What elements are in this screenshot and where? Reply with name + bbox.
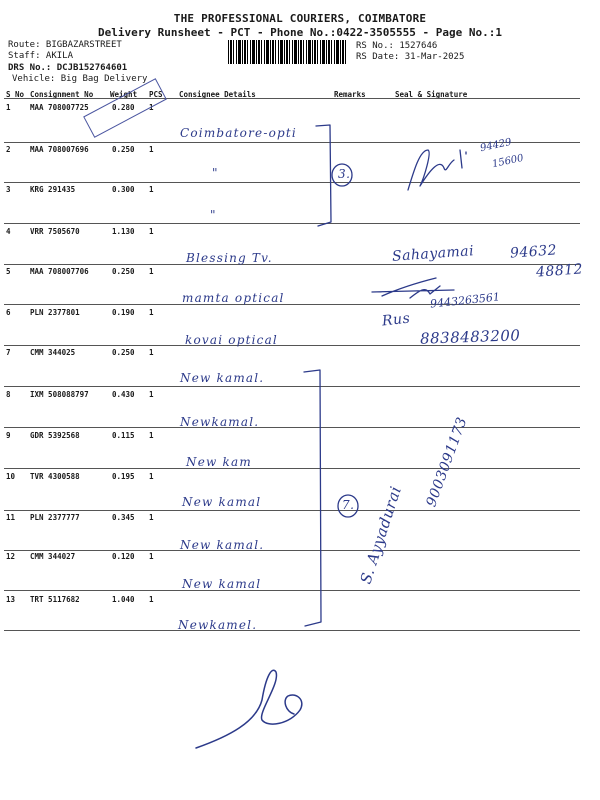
cell-sno: 1 xyxy=(6,103,11,112)
cell-pcs: 1 xyxy=(149,513,154,522)
hand-consignee-8: Newkamal. xyxy=(180,415,260,429)
cell-sno: 11 xyxy=(6,513,16,522)
hand-remark-seven: 7. xyxy=(342,498,355,512)
row-divider xyxy=(4,264,580,265)
cell-weight: 0.190 xyxy=(112,308,135,317)
cell-weight: 0.345 xyxy=(112,513,135,522)
cell-pcs: 1 xyxy=(149,103,154,112)
row-divider xyxy=(4,550,580,551)
cell-weight: 0.250 xyxy=(112,348,135,357)
hand-consignee-2: " xyxy=(212,166,219,180)
hand-vertical-name: S. Ayyadurai xyxy=(356,483,406,587)
cell-pcs: 1 xyxy=(149,472,154,481)
cell-consignment: PLN 2377777 xyxy=(30,513,80,522)
col-sno: S No xyxy=(6,90,25,99)
cell-sno: 7 xyxy=(6,348,11,357)
row-divider xyxy=(4,223,580,224)
rs-number: RS No.: 1527646 xyxy=(356,41,438,51)
hand-remark-three: 3. xyxy=(338,167,351,181)
cell-weight: 0.430 xyxy=(112,390,135,399)
cell-pcs: 1 xyxy=(149,185,154,194)
cell-pcs: 1 xyxy=(149,308,154,317)
cell-pcs: 1 xyxy=(149,552,154,561)
route-label: Route: BIGBAZARSTREET xyxy=(8,40,122,50)
cell-pcs: 1 xyxy=(149,145,154,154)
cell-weight: 0.300 xyxy=(112,185,135,194)
hand-sig-number-b: 15600 xyxy=(491,152,525,171)
drs-number: DRS No.: DCJB152764601 xyxy=(8,63,128,73)
hand-consignee-5: mamta optical xyxy=(182,291,285,305)
cell-weight: 0.250 xyxy=(112,145,135,154)
vehicle-label: Vehicle: Big Bag Delivery xyxy=(12,74,148,84)
row-divider xyxy=(4,468,580,469)
cell-pcs: 1 xyxy=(149,348,154,357)
cell-weight: 1.040 xyxy=(112,595,135,604)
cell-pcs: 1 xyxy=(149,595,154,604)
row-divider xyxy=(4,386,580,387)
cell-sno: 12 xyxy=(6,552,16,561)
cell-weight: 0.250 xyxy=(112,267,135,276)
cell-consignment: CMM 344025 xyxy=(30,348,76,357)
cell-consignment: MAA 708007706 xyxy=(30,267,89,276)
row-divider xyxy=(4,630,580,631)
hand-sahayam-name: Sahayamai xyxy=(391,243,475,265)
cell-consignment: TVR 4300588 xyxy=(30,472,80,481)
cell-weight: 1.130 xyxy=(112,227,135,236)
hand-consignee-11: New kamal. xyxy=(180,538,265,552)
hand-consignee-3: " xyxy=(210,208,217,222)
bracket-rows-7-13 xyxy=(304,370,321,626)
col-remarks: Remarks xyxy=(334,90,366,99)
cell-consignment: KRG 291435 xyxy=(30,185,76,194)
cell-sno: 4 xyxy=(6,227,11,236)
cell-consignment: CMM 344027 xyxy=(30,552,76,561)
row-divider xyxy=(4,590,580,591)
cell-sno: 6 xyxy=(6,308,11,317)
row-divider xyxy=(4,427,580,428)
runsheet-subtitle: Delivery Runsheet - PCT - Phone No.:0422-3505555 - Page No.:1 xyxy=(98,26,502,39)
runsheet-title: THE PROFESSIONAL COURIERS, COIMBATORE xyxy=(173,12,427,25)
cell-consignment: PLN 2377801 xyxy=(30,308,80,317)
cell-sno: 13 xyxy=(6,595,16,604)
cell-sno: 5 xyxy=(6,267,11,276)
bottom-signature xyxy=(196,670,302,748)
cell-consignment: MAA 708007725 xyxy=(30,103,89,112)
cell-consignment: TRT 5117682 xyxy=(30,595,80,604)
cell-pcs: 1 xyxy=(149,431,154,440)
row-divider xyxy=(4,304,580,305)
row-divider xyxy=(4,98,580,99)
cell-weight: 0.280 xyxy=(112,103,135,112)
cell-weight: 0.120 xyxy=(112,552,135,561)
cell-weight: 0.115 xyxy=(112,431,135,440)
cell-sno: 2 xyxy=(6,145,11,154)
signature-row-5 xyxy=(372,278,454,298)
cell-sno: 8 xyxy=(6,390,11,399)
cell-sno: 9 xyxy=(6,431,11,440)
hand-kovai-initials: Rus xyxy=(381,310,412,330)
cell-weight: 0.195 xyxy=(112,472,135,481)
col-pcs: PCS xyxy=(149,90,163,99)
cell-sno: 3 xyxy=(6,185,11,194)
cell-consignment: MAA 708007696 xyxy=(30,145,89,154)
hand-consignee-1: Coimbatore-opti xyxy=(180,126,297,140)
barcode xyxy=(228,40,348,64)
hand-sig-number-a: 94429 xyxy=(479,136,513,155)
hand-consignee-7: New kamal. xyxy=(180,371,265,385)
hand-consignee-6: kovai optical xyxy=(185,333,278,347)
cell-sno: 10 xyxy=(6,472,16,481)
hand-sahayam-number-b: 48812 xyxy=(535,261,584,281)
row-divider xyxy=(4,182,580,183)
row-divider xyxy=(4,510,580,511)
cell-consignment: IXM 508088797 xyxy=(30,390,89,399)
signature-rows-1-3 xyxy=(408,150,466,190)
col-consignment: Consignment No xyxy=(30,90,94,99)
hand-consignee-4: Blessing Tv. xyxy=(186,251,273,265)
rs-date: RS Date: 31-Mar-2025 xyxy=(356,52,465,62)
received-stamp xyxy=(83,78,167,138)
col-seal-signature: Seal & Signature xyxy=(395,90,468,99)
hand-vertical-phone: 9003091173 xyxy=(423,415,471,509)
cell-consignment: GDR 5392568 xyxy=(30,431,80,440)
hand-consignee-12: New kamal xyxy=(182,577,262,591)
hand-consignee-10: New kamal xyxy=(182,495,262,509)
col-weight: Weight xyxy=(110,90,138,99)
cell-pcs: 1 xyxy=(149,227,154,236)
hand-consignee-9: New kam xyxy=(186,455,252,469)
col-consignee: Consignee Details xyxy=(179,90,256,99)
hand-kovai-phone: 8838483200 xyxy=(419,326,521,348)
hand-consignee-13: Newkamel. xyxy=(178,618,258,632)
bracket-rows-1-3 xyxy=(316,125,331,226)
staff-label: Staff: AKILA xyxy=(8,51,74,61)
cell-consignment: VRR 7505670 xyxy=(30,227,80,236)
cell-pcs: 1 xyxy=(149,267,154,276)
hand-sahayam-number-a: 94632 xyxy=(509,242,558,262)
cell-pcs: 1 xyxy=(149,390,154,399)
hand-mamta-phone: 9443263561 xyxy=(429,290,501,311)
